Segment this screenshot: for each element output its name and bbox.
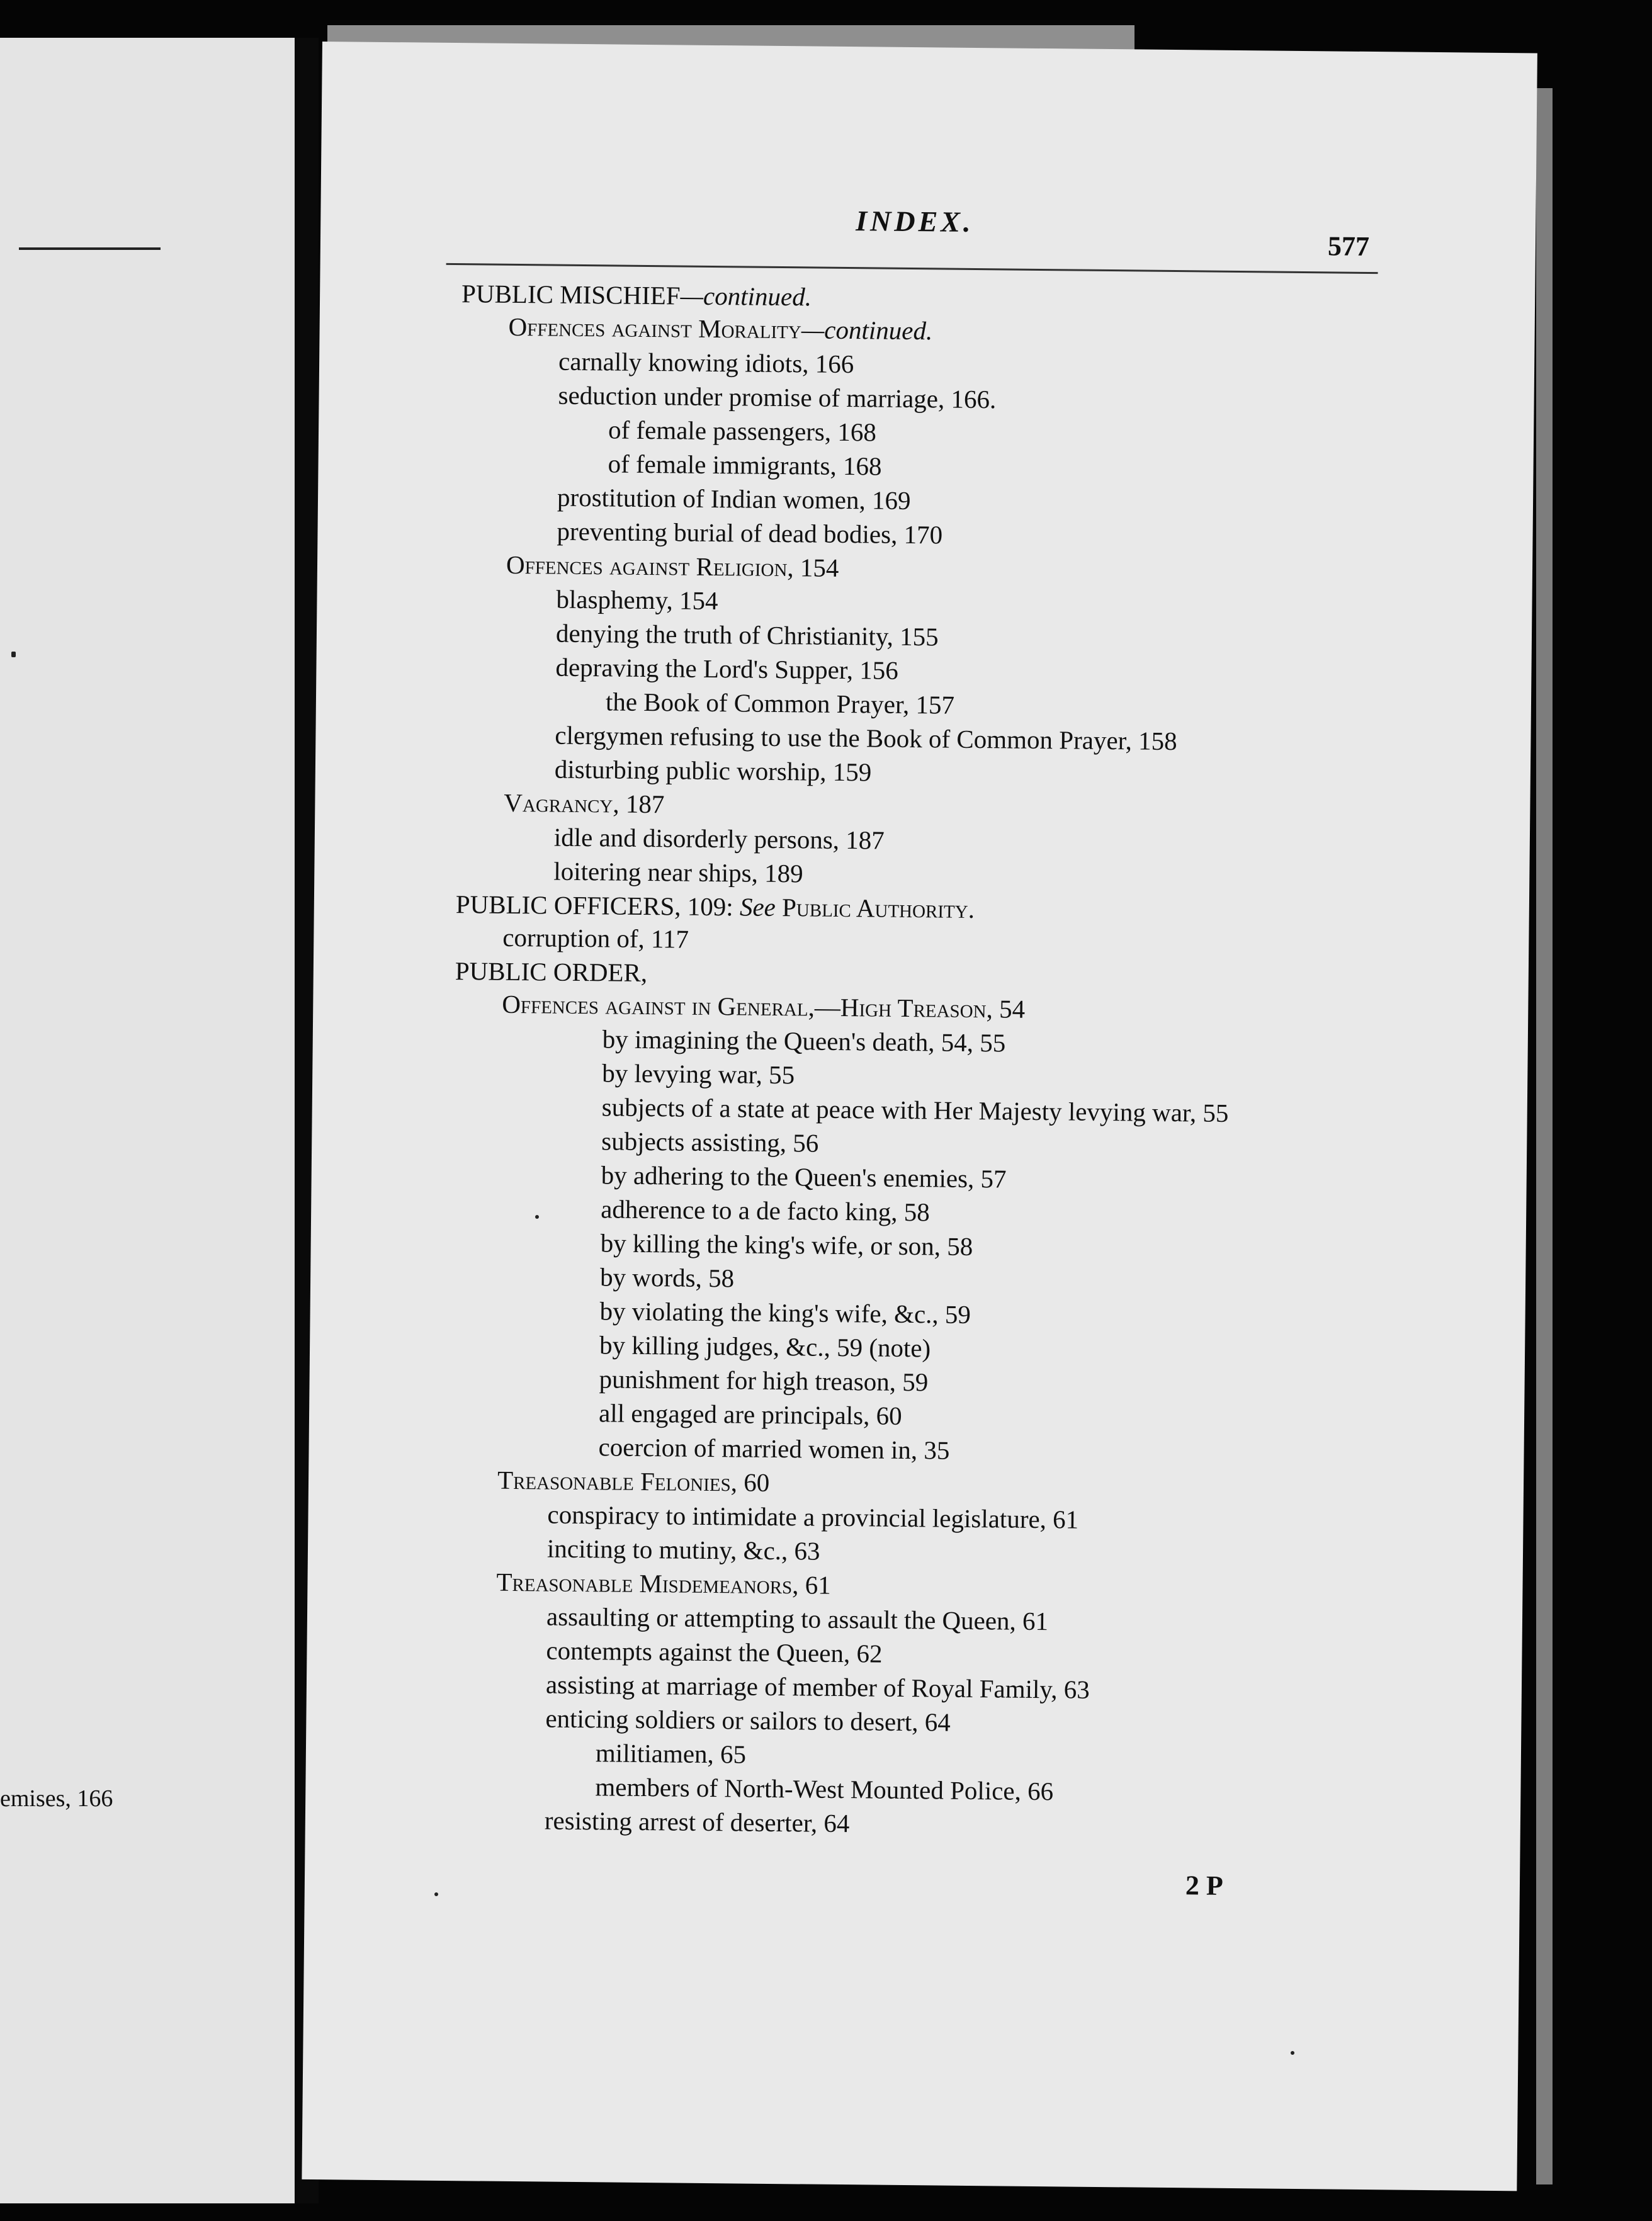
entry-text: inciting to mutiny, &c., 63	[546, 1534, 820, 1566]
index-subheading	[508, 314, 932, 344]
index-line	[608, 417, 876, 445]
entry-suffix: , 187	[613, 789, 665, 819]
index-line	[601, 1196, 930, 1225]
entry-text: idle and disorderly persons, 187	[553, 822, 885, 855]
index-line	[599, 1366, 928, 1395]
entry-text: of female passengers, 168	[608, 415, 877, 447]
index-line	[603, 1026, 1006, 1056]
entry-text: loitering near ships, 189	[553, 856, 803, 888]
index-line	[608, 451, 881, 479]
index-line	[545, 1808, 850, 1837]
entry-label: Vagrancy	[504, 788, 613, 818]
entry-text: coercion of married women in, 35	[598, 1432, 950, 1465]
entry-text: adherence to a de facto king, 58	[600, 1194, 930, 1227]
entry-suffix: , 61	[792, 1570, 831, 1600]
header-rule	[446, 263, 1378, 274]
entry-text: conspiracy to intimidate a provincial legislature, 61	[547, 1500, 1079, 1534]
left-page-fragment: emises, 166	[0, 1785, 113, 1812]
entry-label: Offences against Religion	[506, 550, 788, 582]
index-subheading	[496, 1569, 831, 1598]
paper-speck	[434, 1892, 438, 1896]
index-heading	[455, 958, 648, 986]
index-line	[602, 1094, 1229, 1126]
index-subheading	[502, 989, 1026, 1024]
index-line	[547, 1502, 1078, 1533]
entry-text: preventing burial of dead bodies, 170	[557, 516, 943, 550]
index-line	[596, 1740, 747, 1767]
entry-text: of female immigrants, 168	[608, 449, 882, 481]
entry-label: PUBLIC OFFICERS	[455, 890, 675, 921]
see-target: Public Authority.	[781, 893, 975, 924]
index-line	[557, 516, 943, 550]
entry-label: Treasonable Misdemeanors	[496, 1567, 793, 1600]
index-line	[546, 1672, 1090, 1703]
entry-text: blasphemy, 154	[556, 584, 718, 616]
entry-text: assisting at marriage of member of Royal Family, 63	[545, 1670, 1090, 1704]
entry-text: enticing soldiers or sailors to desert, 64	[545, 1704, 951, 1737]
index-subheading	[506, 552, 839, 581]
paper-speck	[535, 1215, 539, 1219]
index-line	[555, 720, 1177, 756]
left-page-rule	[19, 247, 161, 250]
entry-label: PUBLIC ORDER,	[455, 956, 648, 988]
index-heading	[456, 891, 975, 922]
entry-suffix: —continued.	[801, 315, 933, 346]
index-line	[600, 1264, 734, 1291]
index-line	[601, 1128, 818, 1156]
entry-label: Offences against Morality	[508, 312, 802, 344]
entry-suffix: , 109:	[674, 891, 740, 922]
index-subheading	[502, 922, 689, 954]
entry-text: punishment for high treason, 59	[599, 1364, 929, 1397]
entry-text: by words, 58	[599, 1262, 735, 1293]
page-edge-right	[1536, 88, 1553, 2184]
entry-text: by adhering to the Queen's enemies, 57	[601, 1160, 1007, 1194]
entry-text: resisting arrest of deserter, 64	[544, 1806, 850, 1838]
entry-label: Offences against in General,—High Treason	[502, 989, 987, 1024]
signature-mark: 2 P	[1185, 1870, 1224, 1901]
entry-label: Treasonable Felonies	[497, 1465, 731, 1497]
index-heading	[461, 281, 812, 310]
index-line	[557, 482, 911, 516]
entry-text: clergymen refusing to use the Book of Common Prayer, 158	[555, 720, 1177, 756]
index-line	[553, 856, 803, 888]
index-line	[606, 689, 954, 718]
entry-text: assaulting or attempting to assault the Queen, 61	[546, 1602, 1049, 1636]
entry-label: PUBLIC MISCHIEF	[461, 279, 681, 310]
running-head: INDEX.	[856, 205, 974, 238]
entry-suffix: , 54	[986, 994, 1026, 1024]
index-line	[555, 652, 899, 685]
index-line	[558, 346, 854, 379]
entry-text: the Book of Common Prayer, 157	[605, 687, 955, 720]
entry-text: seduction under promise of marriage, 166.	[558, 380, 997, 414]
left-page-margin	[0, 38, 295, 2203]
index-line	[555, 618, 939, 652]
index-line	[545, 1706, 951, 1736]
entry-suffix: , 154	[787, 553, 839, 582]
index-line	[602, 1060, 795, 1088]
entry-suffix: , 60	[730, 1467, 770, 1497]
entry-text: by killing judges, &c., 59 (note)	[599, 1330, 931, 1363]
index-line	[546, 1638, 882, 1667]
index-line	[601, 1230, 973, 1260]
entry-text: subjects assisting, 56	[601, 1126, 819, 1158]
entry-text: by levying war, 55	[602, 1058, 795, 1090]
index-line	[554, 754, 872, 787]
index-line	[556, 584, 718, 616]
see-reference: See	[739, 892, 776, 922]
index-line	[599, 1400, 902, 1429]
entry-text: contempts against the Queen, 62	[546, 1636, 883, 1668]
index-line	[599, 1298, 971, 1328]
entry-text: by killing the king's wife, or son, 58	[600, 1228, 973, 1262]
paper-speck	[1291, 2051, 1294, 2055]
index-line	[547, 1536, 820, 1564]
index-subheading	[497, 1467, 770, 1496]
entry-text: corruption of, 117	[502, 922, 689, 954]
entry-text: denying the truth of Christianity, 155	[555, 618, 939, 652]
entry-text: all engaged are principals, 60	[598, 1398, 902, 1430]
index-line	[553, 822, 885, 855]
index-line	[599, 1332, 931, 1361]
entry-text: by violating the king's wife, &c., 59	[599, 1296, 971, 1329]
entry-text: depraving the Lord's Supper, 156	[555, 652, 899, 685]
entry-text: prostitution of Indian women, 169	[557, 482, 911, 516]
index-subheading	[504, 790, 664, 817]
index-page	[302, 42, 1537, 2191]
index-line	[598, 1434, 949, 1463]
entry-text: subjects of a state at peace with Her Majesty levying war, 55	[601, 1092, 1229, 1127]
index-line	[601, 1162, 1007, 1192]
entry-text: by imagining the Queen's death, 54, 55	[602, 1024, 1006, 1058]
entry-text: disturbing public worship, 159	[554, 754, 872, 787]
entry-text: members of North-West Mounted Police, 66	[595, 1772, 1054, 1806]
left-page-speck	[11, 652, 16, 657]
index-line	[595, 1774, 1053, 1804]
page-number: 577	[1327, 230, 1370, 262]
entry-text: carnally knowing idiots, 166	[558, 346, 854, 379]
entry-text: militiamen, 65	[595, 1738, 747, 1769]
index-line	[558, 380, 997, 414]
index-line	[546, 1604, 1048, 1635]
entry-suffix: —continued.	[680, 281, 812, 312]
